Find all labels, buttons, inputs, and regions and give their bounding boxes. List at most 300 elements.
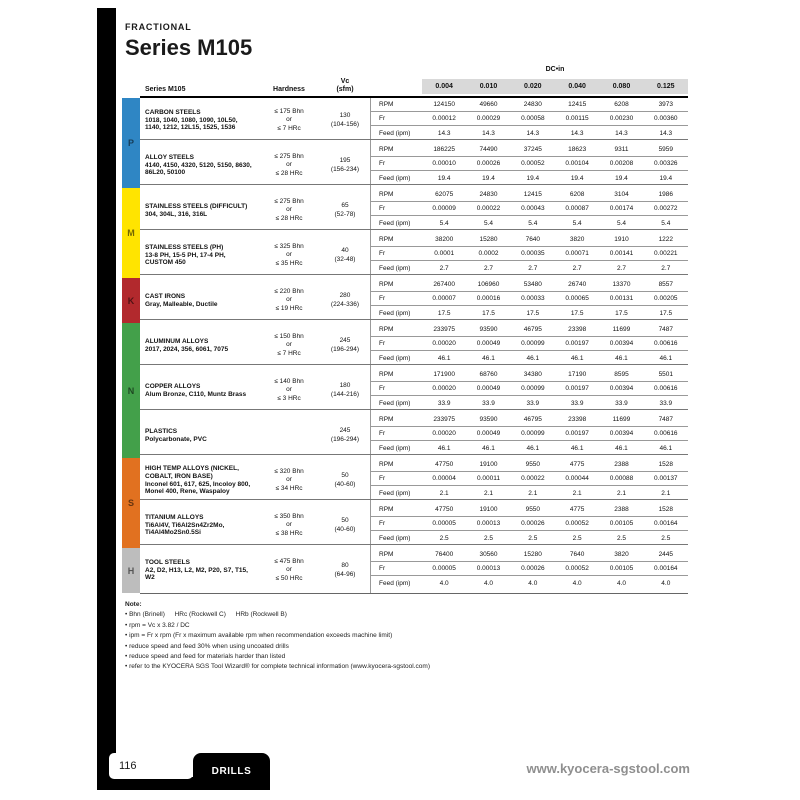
data-value: 4.0 [616,579,626,587]
data-value: 0.00099 [521,430,545,437]
material-cell [140,458,258,503]
row-label: Fr [379,520,386,527]
data-value: 93590 [479,326,498,333]
notes-list [125,610,685,672]
data-rows [370,143,688,188]
row-label: Feed (ipm) [379,174,411,182]
material-cell [140,98,258,143]
data-value: 0.00016 [476,295,501,302]
material-grades: 13-8 PH, 15-5 PH, 17-4 PH, CUSTOM 450 [145,251,226,267]
data-value: 0.00115 [565,115,589,122]
material-class-band-s [122,458,140,548]
data-value: 9550 [525,506,541,513]
data-value: 13370 [612,281,631,288]
vc-value: 50 [341,517,349,525]
hardness-line: ≤ 275 Bhn [274,198,304,206]
data-value: 17.5 [570,309,584,317]
data-row-fr [371,292,688,306]
data-value: 0.00137 [654,475,678,482]
data-rows [370,233,688,278]
data-value: 7487 [658,326,674,333]
data-value: 0.00141 [609,250,634,257]
material-class-band-n [122,323,140,458]
material-cell [140,413,258,458]
data-value: 0.00394 [609,385,634,392]
vc-range: (156-234) [330,165,360,173]
hardness-cell [258,323,320,368]
data-value: 8595 [614,371,629,378]
row-label: Feed (ipm) [379,309,411,317]
data-value: 33.9 [615,399,628,407]
data-value: 2388 [614,506,629,513]
material-grades: Inconel 601, 617, 625, Incoloy 800, Monel 400, Rene, Waspaloy [145,480,251,496]
band-letter: M [127,228,135,238]
data-value: 2.1 [483,489,494,497]
vc-value: 40 [341,247,349,255]
data-value: 2.1 [439,489,449,497]
data-value: 8557 [658,281,674,288]
drills-tab-label: DRILLS [211,766,252,777]
hardness-line: ≤ 3 HRc [277,394,301,402]
hardness-line: ≤ 35 HRc [275,259,303,267]
data-row-fr [371,337,688,351]
material-name: STAINLESS STEELS (PH) [145,244,224,252]
data-value: 2.5 [661,534,671,542]
data-value: 0.00616 [654,430,678,437]
data-value: 14.3 [482,129,495,137]
data-value: 0.00104 [565,160,589,167]
data-value: 46.1 [659,354,673,362]
data-value: 2388 [614,461,629,468]
page-title: Series M105 [125,35,253,60]
data-value: 0.00326 [654,160,678,167]
data-value: 0.00005 [432,565,456,572]
vc-cell [320,233,370,278]
material-cell [140,188,258,233]
data-value: 4.0 [661,579,671,587]
data-value: 23398 [568,326,587,333]
data-value: 11699 [612,326,631,333]
table-header [140,62,688,98]
data-rows [370,323,688,368]
data-rows [370,368,688,413]
material-grades: Gray, Malleable, Ductile [145,300,218,308]
row-label: Fr [379,340,386,347]
data-value: 0.00065 [565,295,589,302]
material-name: TOOL STEELS [145,559,190,567]
data-value: 0.00020 [432,430,456,437]
hardness-line: ≤ 475 Bhn [274,558,304,566]
data-value: 19100 [479,461,498,468]
data-value: 14.3 [659,129,673,137]
hardness-line: or [286,476,292,484]
data-value: 23398 [568,416,587,423]
data-value: 33.9 [482,399,495,407]
vc-range: (196-294) [330,435,360,443]
row-label: Feed (ipm) [379,579,411,587]
row-label: Fr [379,295,386,302]
data-value: 46.1 [526,354,540,362]
data-value: 24830 [479,191,498,198]
vc-value: 195 [339,157,351,165]
material-group [140,458,688,503]
data-value: 11699 [612,416,631,423]
data-value: 62075 [435,191,454,198]
material-cell [140,233,258,278]
row-label: RPM [379,191,394,198]
hardness-cell [258,368,320,413]
data-row-rpm [371,188,688,202]
data-value: 46.1 [615,444,628,452]
row-label: RPM [379,101,394,108]
data-row-fr [371,562,688,576]
data-value: 19.4 [482,174,495,182]
material-name: ALUMINUM ALLOYS [145,337,209,345]
data-value: 0.00164 [654,520,678,527]
data-value: 2.1 [616,489,626,497]
data-value: 0.00052 [565,565,589,572]
material-grades: 4140, 4150, 4320, 5120, 5150, 8630, 86L20, 50100 [145,161,252,177]
row-label: Feed (ipm) [379,219,411,227]
note-item: • ipm = Fr x rpm (Fr x maximum available rpm when recommendation exceeds machine limit) [125,631,685,641]
material-group [140,98,688,143]
data-value: 2.7 [661,264,671,272]
speeds-feeds-table [122,62,688,594]
data-value: 2.1 [572,489,582,497]
hardness-line: ≤ 19 HRc [275,304,303,312]
hardness-line: ≤ 325 Bhn [274,243,304,251]
hardness-line: ≤ 7 HRc [277,124,301,132]
data-value: 0.00197 [565,385,589,392]
vc-value: 80 [341,562,349,570]
data-value: 19.4 [526,174,540,182]
data-row-feed [371,261,688,275]
data-value: 46.1 [437,444,451,452]
vc-range: (64-96) [334,570,356,578]
row-label: Fr [379,160,386,167]
data-value: 0.00009 [432,205,456,212]
data-value: 0.00105 [609,565,634,572]
row-label: RPM [379,146,394,153]
data-value: 0.00058 [521,115,545,122]
page-number-box [109,753,193,779]
data-value: 0.00026 [521,565,545,572]
data-value: 74490 [479,146,498,153]
data-value: 0.00071 [565,250,589,257]
material-class-band-p [122,98,140,188]
band-letter: P [127,138,134,148]
data-row-fr [371,517,688,531]
data-value: 0.00049 [476,385,501,392]
data-rows [370,458,688,503]
data-rows [370,188,688,233]
data-value: 0.00197 [565,340,589,347]
data-value: 2.5 [483,534,494,542]
vc-range: (40-60) [334,480,356,488]
data-value: 0.00043 [521,205,545,212]
hardness-cell [258,143,320,188]
hardness-line: ≤ 34 HRc [275,484,303,492]
data-value: 46.1 [482,354,495,362]
data-value: 18623 [568,146,587,153]
row-label: Feed (ipm) [379,444,411,452]
material-name: TITANIUM ALLOYS [145,514,204,522]
data-value: 2.5 [528,534,538,542]
data-value: 68760 [479,371,498,378]
data-value: 17190 [568,371,587,378]
hardness-cell [258,188,320,233]
material-grades: 1018, 1040, 1080, 1090, 10L50, 1140, 1212, 12L15, 1525, 1536 [145,116,238,132]
data-row-rpm [371,278,688,292]
data-row-fr [371,472,688,486]
data-value: 93590 [479,416,498,423]
data-rows [370,548,688,593]
data-value: 5959 [658,146,674,153]
column-header-vc [320,78,370,96]
column-header-series: Series M105 [145,86,186,93]
hardness-cell [258,503,320,548]
dc-in-header: DC•in [545,66,565,73]
vc-value: 180 [339,382,351,390]
data-value: 0.00205 [654,295,678,302]
data-value: 0.00616 [654,385,678,392]
data-value: 233975 [433,416,456,423]
vc-range: (40-60) [334,525,356,533]
data-value: 46.1 [482,444,495,452]
data-row-fr [371,382,688,396]
vc-cell [320,143,370,188]
hardness-line: or [286,206,292,214]
note-item: • Bhn (Brinell) HRc (Rockwell C) HRb (Rockwell B) [125,610,685,620]
data-value: 6208 [569,191,585,198]
material-group [140,503,688,548]
data-value: 37245 [523,146,542,153]
data-value: 0.00011 [476,475,500,482]
material-name: STAINLESS STEELS (DIFFICULT) [145,202,248,210]
vc-value: 245 [339,427,351,435]
data-row-rpm [371,98,688,112]
table-bands [122,98,140,593]
note-item: • reduce speed and feed 30% when using uncoated drills [125,642,685,652]
data-value: 0.00088 [609,475,634,482]
material-grades: Ti6Al4V, Ti6Al2Sn4Zr2Mo, Ti4Al4Mo2Sn0.5Si [145,521,225,537]
page-number: 116 [119,760,137,772]
data-value: 0.00052 [565,520,589,527]
row-label: RPM [379,326,394,333]
hardness-line: ≤ 175 Bhn [274,108,304,116]
website-url: www.kyocera-sgstool.com [526,761,690,776]
data-value: 76400 [435,551,454,558]
vc-value: 50 [341,472,349,480]
data-value: 0.00105 [609,520,634,527]
data-value: 33.9 [437,399,451,407]
vc-cell [320,413,370,458]
vc-range: (32-48) [334,255,356,263]
data-value: 0.00020 [432,340,456,347]
data-row-feed [371,171,688,185]
note-item: • refer to the KYOCERA SGS Tool Wizard® for complete technical information (www.kyocera-sgstool.com) [125,662,685,672]
row-label: Feed (ipm) [379,489,411,497]
row-label: Fr [379,475,386,482]
data-value: 46.1 [615,354,628,362]
data-row-rpm [371,413,688,427]
data-value: 0.00010 [432,160,456,167]
data-value: 1986 [658,191,674,198]
table-body [122,98,688,594]
material-name: PLASTICS [145,427,178,435]
hardness-line: or [286,296,292,304]
data-row-rpm [371,323,688,337]
data-value: 19.4 [615,174,628,182]
data-row-feed [371,441,688,455]
hardness-line: ≤ 38 HRc [275,529,303,537]
data-value: 0.00012 [432,115,456,122]
hardness-line: ≤ 220 Bhn [274,288,304,296]
vc-value: 280 [339,292,351,300]
data-value: 106960 [477,281,500,288]
hardness-cell [258,233,320,278]
data-value: 4.0 [483,579,494,587]
data-value: 3820 [569,236,585,243]
vc-range: (196-294) [330,345,360,353]
dc-column-header: 0.040 [568,83,586,90]
data-value: 5.4 [483,219,494,227]
dc-columns-band [422,79,688,94]
data-value: 53480 [523,281,542,288]
data-row-rpm [371,548,688,562]
row-label: Fr [379,115,386,122]
material-class-band-h [122,548,140,593]
data-value: 0.00013 [476,520,501,527]
page-header [125,22,252,61]
notes-title: Note: [125,601,142,608]
vc-cell [320,278,370,323]
data-value: 15280 [523,551,542,558]
vc-range: (224-336) [330,300,360,308]
data-value: 46795 [523,416,542,423]
data-value: 0.00394 [609,430,634,437]
data-value: 7640 [569,551,585,558]
data-value: 1222 [658,236,674,243]
material-class-band-m [122,188,140,278]
data-value: 19.4 [570,174,584,182]
data-value: 171900 [433,371,456,378]
data-row-rpm [371,503,688,517]
data-value: 2.5 [439,534,449,542]
hardness-line: or [286,386,292,394]
hardness-line: ≤ 28 HRc [275,214,303,222]
data-rows [370,278,688,323]
dc-column-header: 0.020 [524,83,542,90]
data-value: 2.7 [572,264,582,272]
row-label: RPM [379,416,394,423]
data-row-fr [371,427,688,441]
data-rows [370,503,688,548]
data-value: 46.1 [570,444,584,452]
data-value: 17.5 [659,309,673,317]
data-value: 5.4 [528,219,538,227]
data-value: 0.00360 [654,115,678,122]
series-kicker: FRACTIONAL [125,22,192,32]
data-row-rpm [371,368,688,382]
data-value: 24830 [523,101,542,108]
row-label: Feed (ipm) [379,534,411,542]
band-letter: H [127,565,135,576]
data-value: 17.5 [437,309,451,317]
data-value: 15280 [479,236,498,243]
material-cell [140,323,258,368]
data-rows [370,413,688,458]
data-value: 49660 [479,101,498,108]
hardness-line: or [286,341,292,349]
row-label: Fr [379,250,386,257]
data-value: 17.5 [615,309,628,317]
material-group [140,143,688,188]
data-row-feed [371,531,688,545]
data-value: 0.00099 [521,385,545,392]
row-label: Feed (ipm) [379,264,411,272]
data-value: 0.00197 [565,430,589,437]
data-value: 4775 [569,461,585,468]
data-value: 2.5 [616,534,626,542]
vc-cell [320,98,370,143]
data-value: 186225 [433,146,456,153]
row-label: Feed (ipm) [379,354,411,362]
data-value: 0.00029 [476,115,501,122]
row-label: RPM [379,461,394,468]
data-value: 4775 [569,506,585,513]
hardness-line: ≤ 50 HRc [275,574,303,582]
data-row-feed [371,351,688,365]
drills-section-tab [193,753,270,790]
data-value: 0.00164 [654,565,678,572]
hardness-line: or [286,116,292,124]
data-value: 2.7 [528,264,538,272]
data-value: 5.4 [572,219,582,227]
row-label: RPM [379,506,394,513]
data-value: 19.4 [659,174,673,182]
hardness-line: ≤ 7 HRc [277,349,301,357]
material-name: CAST IRONS [145,292,186,300]
row-label: RPM [379,236,394,243]
data-value: 0.00007 [432,295,456,302]
material-group [140,413,688,458]
data-value: 0.00013 [476,565,501,572]
data-value: 19.4 [437,174,451,182]
material-cell [140,368,258,413]
column-header-hardness: Hardness [273,86,305,93]
data-value: 0.00022 [476,205,501,212]
data-row-feed [371,216,688,230]
data-value: 9311 [614,146,629,153]
data-value: 0.00020 [432,385,456,392]
vc-cell [320,503,370,548]
data-row-feed [371,126,688,140]
data-row-feed [371,486,688,500]
material-name: ALLOY STEELS [145,154,194,162]
hardness-cell [258,548,320,593]
row-label: Feed (ipm) [379,399,411,407]
data-value: 14.3 [437,129,451,137]
data-value: 6208 [614,101,629,108]
data-row-fr [371,112,688,126]
data-row-rpm [371,143,688,157]
material-name: CARBON STEELS [145,109,201,117]
data-value: 46.1 [437,354,451,362]
data-value: 5.4 [616,219,626,227]
row-label: Feed (ipm) [379,129,411,137]
data-value: 0.00026 [521,520,545,527]
